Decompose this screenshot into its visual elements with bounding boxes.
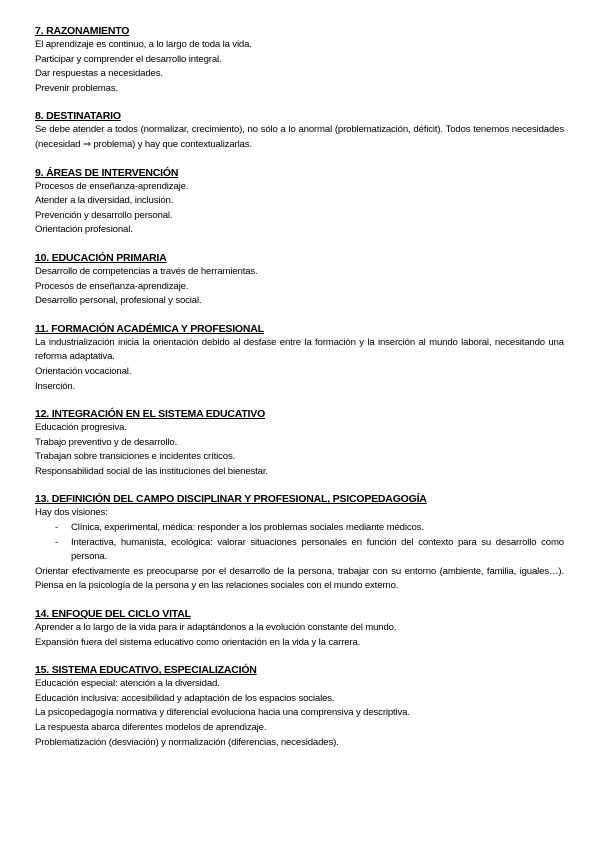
text-line: Educación especial: atención a la diversidad. xyxy=(35,678,220,690)
bullet-list xyxy=(35,521,564,565)
paragraph: La industrialización inicia la orientación debido al desfase entre la formación y la inserción al mundo laboral, necesitando una reforma adaptativa. xyxy=(35,336,564,363)
text-line: Problematización (desviación) y normalización (diferencias, necesidades). xyxy=(35,736,339,748)
text-line: Inserción. xyxy=(35,380,76,392)
text-line: La psicopedagogía normativa y diferencial evoluciona hacia una comprensiva y descriptiva. xyxy=(35,707,410,719)
section-formacion-academica xyxy=(35,322,564,394)
text-line: Dar respuestas a necesidades. xyxy=(35,68,163,80)
paragraph: Se debe atender a todos (normalizar, crecimiento), no sólo a lo anormal (problematización, déficit). Todos tenemos necesidades (necesidad ⇒ problema) y hay que contextualizarlas. xyxy=(35,124,564,150)
section-razonamiento xyxy=(35,24,564,96)
text-line: Educación inclusiva: accesibilidad y adaptación de los espacios sociales. xyxy=(35,692,335,704)
section-title: 10. EDUCACIÓN PRIMARIA xyxy=(35,251,167,264)
section-title: 9. ÁREAS DE INTERVENCIÓN xyxy=(35,166,179,179)
text-line: Desarrollo de competencias a través de herramientas. xyxy=(35,265,258,277)
section-ciclo-vital xyxy=(35,607,564,650)
section-title: 11. FORMACIÓN ACADÉMICA Y PROFESIONAL xyxy=(35,322,264,335)
text-line: El aprendizaje es continuo, a lo largo de toda la vida. xyxy=(35,39,252,50)
paragraph: Orientar efectivamente es preocuparse por el desarrollo de la persona, trabajar con su entorno (ambiente, familia, iguales…). Piensa en la psicología de la persona y en las relaciones sociales con el mundo externo. xyxy=(35,565,564,592)
text-line: Orientación profesional. xyxy=(35,224,133,236)
section-title: 15. SISTEMA EDUCATIVO, ESPECIALIZACIÓN xyxy=(35,664,257,677)
section-integracion-sistema xyxy=(35,407,564,479)
text-line: Orientación vocacional. xyxy=(35,365,132,377)
text-line: Desarrollo personal, profesional y social. xyxy=(35,295,202,307)
section-educacion-primaria xyxy=(35,251,564,309)
section-title: 14. ENFOQUE DEL CICLO VITAL xyxy=(35,608,191,621)
bullet-item: - Interactiva, humanista, ecológica: valorar situaciones personales en función del contexto para su desarrollo como persona. xyxy=(55,536,564,565)
bullet-item: - Clínica, experimental, médica: responder a los problemas sociales mediante médicos. xyxy=(55,521,564,536)
section-destinatario xyxy=(35,109,564,152)
text-line: Trabajo preventivo y de desarrollo. xyxy=(35,436,178,448)
section-title: 12. INTEGRACIÓN EN EL SISTEMA EDUCATIVO xyxy=(35,408,266,421)
section-areas-intervencion xyxy=(35,166,564,238)
section-title: 7. RAZONAMIENTO xyxy=(35,25,130,37)
section-title: 8. DESTINATARIO xyxy=(35,110,121,123)
text-line: Procesos de enseñanza-aprendizaje. xyxy=(35,280,189,292)
text-line: Prevenir problemas. xyxy=(35,82,118,94)
text-line: Atender a la diversidad, inclusión. xyxy=(35,195,174,207)
text-line: Procesos de enseñanza-aprendizaje. xyxy=(35,180,189,192)
text-line: Participar y comprender el desarrollo integral. xyxy=(35,53,222,65)
text-line: Aprender a lo largo de la vida para ir adaptándonos a la evolución constante del mundo. xyxy=(35,622,397,634)
text-line: Trabajan sobre transiciones e incidentes críticos. xyxy=(35,451,236,463)
text-line: Expansión fuera del sistema educativo como orientación en la vida y la carrera. xyxy=(35,636,361,648)
text-line: Responsabilidad social de las instituciones del bienestar. xyxy=(35,465,268,477)
section-definicion-campo xyxy=(35,492,564,594)
section-title: 13. DEFINICIÓN DEL CAMPO DISCIPLINAR Y PROFESIONAL, PSICOPEDAGOGÍA xyxy=(35,493,427,506)
intro-line: Hay dos visiones: xyxy=(35,507,108,519)
text-line: Prevención y desarrollo personal. xyxy=(35,209,173,221)
text-line: Educación progresiva. xyxy=(35,422,127,434)
text-line: La respuesta abarca diferentes modelos de aprendizaje. xyxy=(35,722,267,733)
section-sistema-educativo xyxy=(35,663,564,750)
